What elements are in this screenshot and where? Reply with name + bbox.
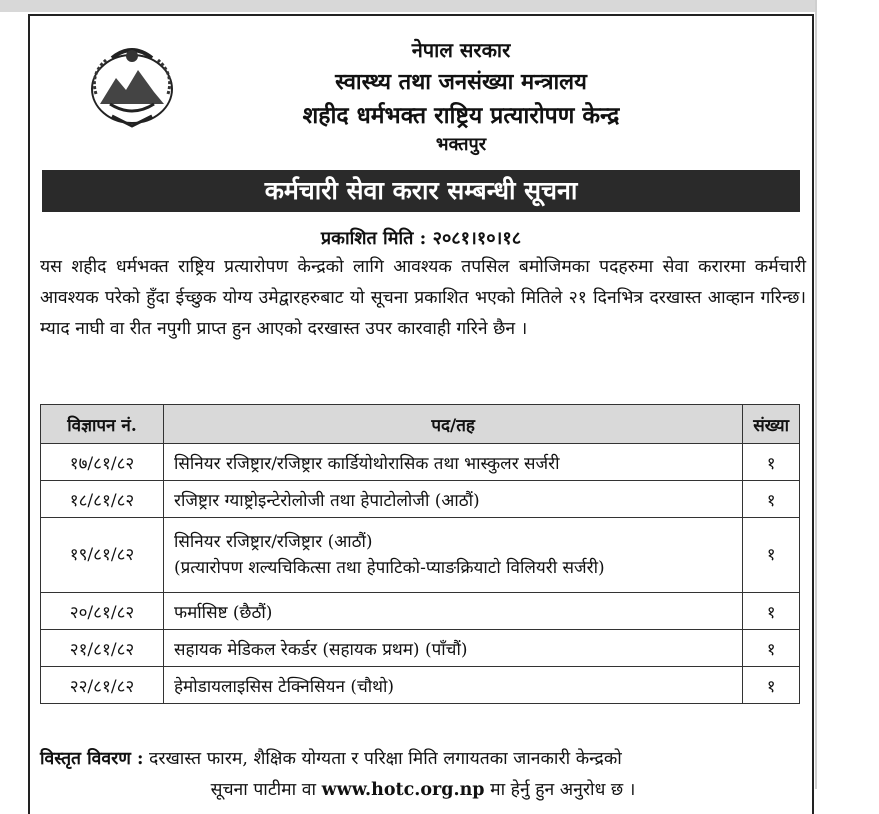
post-cell: फर्मासिष्ट (छैठौं) xyxy=(164,593,743,630)
count-cell: १ xyxy=(743,593,800,630)
table-row xyxy=(41,667,800,704)
ad-no-cell: २०/८१/८२ xyxy=(41,593,164,630)
post-line-2: (प्रत्यारोपण शल्यचिकित्सा तथा हेपाटिको-प्याङक्रियाटो विलियरी सर्जरी) xyxy=(174,558,605,578)
footer-text-2b: मा हेर्नु हुन अनुरोध छ । xyxy=(490,780,636,800)
published-value: २०८१।१०।१८ xyxy=(432,228,522,249)
ad-no-cell: १७/८१/८२ xyxy=(41,444,164,481)
ad-no-cell: १८/८१/८२ xyxy=(41,481,164,518)
post-cell: सहायक मेडिकल रेकर्डर (सहायक प्रथम) (पाँचौं) xyxy=(164,630,743,667)
government-title: नेपाल सरकार xyxy=(411,38,511,62)
post-line-1: सिनियर रजिष्ट्रार/रजिष्ट्रार (आठौं) xyxy=(174,532,373,552)
count-cell: १ xyxy=(743,630,800,667)
table-row xyxy=(41,518,800,593)
page-top-shadow xyxy=(0,0,815,12)
notice-title-banner: कर्मचारी सेवा करार सम्बन्धी सूचना xyxy=(42,170,800,212)
header-post: पद/तह xyxy=(164,405,743,444)
footer-line-2 xyxy=(40,775,806,806)
footer-text-2a: सूचना पाटीमा वा xyxy=(210,780,317,800)
ad-no-cell: १९/८१/८२ xyxy=(41,518,164,593)
table-row xyxy=(41,630,800,667)
header-count: संख्या xyxy=(743,405,800,444)
table-row xyxy=(41,593,800,630)
ad-no-cell: २२/८१/८२ xyxy=(41,667,164,704)
footer-text-1: दरखास्त फारम, शैक्षिक योग्यता र परिक्षा मिति लगायतका जानकारी केन्द्रको xyxy=(149,749,622,769)
count-cell: १ xyxy=(743,481,800,518)
post-cell xyxy=(164,518,743,593)
table-row xyxy=(41,444,800,481)
published-label: प्रकाशित मिति : xyxy=(320,228,427,249)
location-title: भक्तपुर xyxy=(435,134,487,155)
ad-no-cell: २१/८१/८२ xyxy=(41,630,164,667)
footer-lead: विस्तृत विवरण : xyxy=(40,749,144,769)
post-cell: सिनियर रजिष्ट्रार/रजिष्ट्रार कार्डियोथोरासिक तथा भास्कुलर सर्जरी xyxy=(164,444,743,481)
count-cell: १ xyxy=(743,518,800,593)
intro-paragraph: यस शहीद धर्मभक्त राष्ट्रिय प्रत्यारोपण केन्द्रको लागि आवश्यक तपसिल बमोजिमका पदहरुमा सेवा करारमा कर्मचारी आवश्यक परेको हुँदा ईच्छुक योग्य उमेद्वारहरुबाट यो सूचना प्रकाशित भएको मितिले २१ दिनभित्र दरखास्त आव्हान गरिन्छ। म्याद नाघी वा रीत नपुगी प्राप्त हुन आएको दरखास्त उपर कारवाही गरिने छैन । xyxy=(40,257,807,339)
notice-document xyxy=(28,14,814,814)
count-cell: १ xyxy=(743,667,800,704)
header-ad-no: विज्ञापन नं. xyxy=(41,405,164,444)
posts-table xyxy=(40,404,800,704)
published-date xyxy=(30,226,812,250)
ministry-title: स्वास्थ्य तथा जनसंख्या मन्त्रालय xyxy=(335,69,587,95)
count-cell: १ xyxy=(743,444,800,481)
website-link[interactable]: www.hotc.org.np xyxy=(321,780,485,800)
center-title: शहीद धर्मभक्त राष्ट्रिय प्रत्यारोपण केन्द्र xyxy=(302,102,620,129)
post-cell: हेमोडायलाइसिस टेक्निसियन (चौथो) xyxy=(164,667,743,704)
table-header-row xyxy=(41,405,800,444)
post-cell: रजिष्ट्रार ग्याष्ट्रोइन्टेरोलोजी तथा हेपाटोलोजी (आठौं) xyxy=(164,481,743,518)
table-row xyxy=(41,481,800,518)
footer-details xyxy=(40,744,806,806)
